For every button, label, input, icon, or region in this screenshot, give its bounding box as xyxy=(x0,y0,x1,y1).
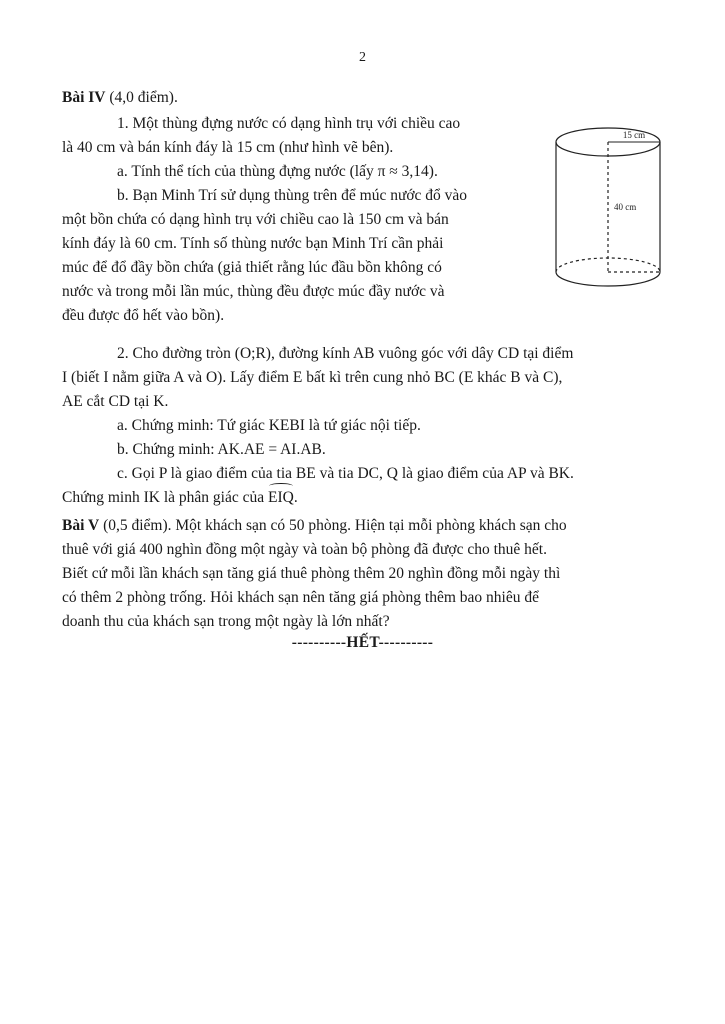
cylinder-bottom-front xyxy=(556,272,660,286)
bai4-p1-line-2: là 40 cm và bán kính đáy là 15 cm (như hình vẽ bên). xyxy=(62,139,394,156)
angle-tail: . xyxy=(293,489,298,506)
cylinder-figure xyxy=(548,120,668,305)
bai4-p1-line-7: múc để đổ đầy bồn chứa (giả thiết rằng lúc đầu bồn không có xyxy=(62,259,442,276)
bai4-p2-line-3: AE cắt CD tại K. xyxy=(62,393,169,410)
bai5-line-2: thuê với giá 400 nghìn đồng một ngày và toàn bộ phòng đã được cho thuê hết. xyxy=(62,541,547,558)
bai5-title: Bài V xyxy=(62,517,100,534)
bai5-line-4: có thêm 2 phòng trống. Hỏi khách sạn nên tăng giá phòng thêm bao nhiêu để xyxy=(62,589,539,606)
bai4-p2-line-4: a. Chứng minh: Tứ giác KEBI là tứ giác nội tiếp. xyxy=(117,417,421,434)
bai4-p2-line-2: I (biết I nằm giữa A và O). Lấy điểm E bất kì trên cung nhỏ BC (E khác B và C), xyxy=(62,369,563,386)
angle-eiq: EIQ xyxy=(268,486,294,510)
bai5-line-1-text: (0,5 điểm). Một khách sạn có 50 phòng. Hiện tại mỗi phòng khách sạn cho xyxy=(99,517,567,534)
bai4-p1-line-1: 1. Một thùng đựng nước có dạng hình trụ với chiều cao xyxy=(117,115,461,132)
bai4-p2-line-5: b. Chứng minh: AK.AE = AI.AB. xyxy=(117,441,326,458)
bai5-line-5: doanh thu của khách sạn trong một ngày là lớn nhất? xyxy=(62,613,390,630)
bai4-title: Bài IV xyxy=(62,89,106,106)
end-marker: ----------HẾT---------- xyxy=(291,634,434,651)
bai5-line-3: Biết cứ mỗi lần khách sạn tăng giá thuê phòng thêm 20 nghìn đồng mỗi ngày thì xyxy=(62,565,561,582)
bai4-p1-line-9: đều được đổ hết vào bồn). xyxy=(62,307,225,324)
bai4-p1-line-6: kính đáy là 60 cm. Tính số thùng nước bạn Minh Trí cần phải xyxy=(62,235,444,252)
bai4-heading xyxy=(62,86,178,110)
bai4-p1-line-4: b. Bạn Minh Trí sử dụng thùng trên để múc nước đổ vào xyxy=(117,187,468,204)
bai4-p2-line-1: 2. Cho đường tròn (O;R), đường kính AB vuông góc với dây CD tại điểm xyxy=(117,345,574,362)
bai5-line-1 xyxy=(62,514,567,538)
bai4-p1-line-8: nước và trong mỗi lần múc, thùng đều được múc đầy nước và xyxy=(62,283,445,300)
bai4-p2-line-6: c. Gọi P là giao điểm của tia BE và tia DC, Q là giao điểm của AP và BK. xyxy=(117,465,574,482)
height-label: 40 cm xyxy=(614,202,637,212)
bai4-p2-line-7 xyxy=(62,486,298,510)
bai4-p1-line-3: a. Tính thể tích của thùng đựng nước (lấy π ≈ 3,14). xyxy=(117,163,438,180)
bai4-points: (4,0 điểm). xyxy=(105,89,178,106)
bai4-p2-line-7-text: Chứng minh IK là phân giác của xyxy=(62,489,268,506)
radius-label: 15 cm xyxy=(622,130,646,140)
page-number: 2 xyxy=(359,50,366,65)
bai4-p1-line-5: một bồn chứa có dạng hình trụ với chiều cao là 150 cm và bán xyxy=(62,211,449,228)
